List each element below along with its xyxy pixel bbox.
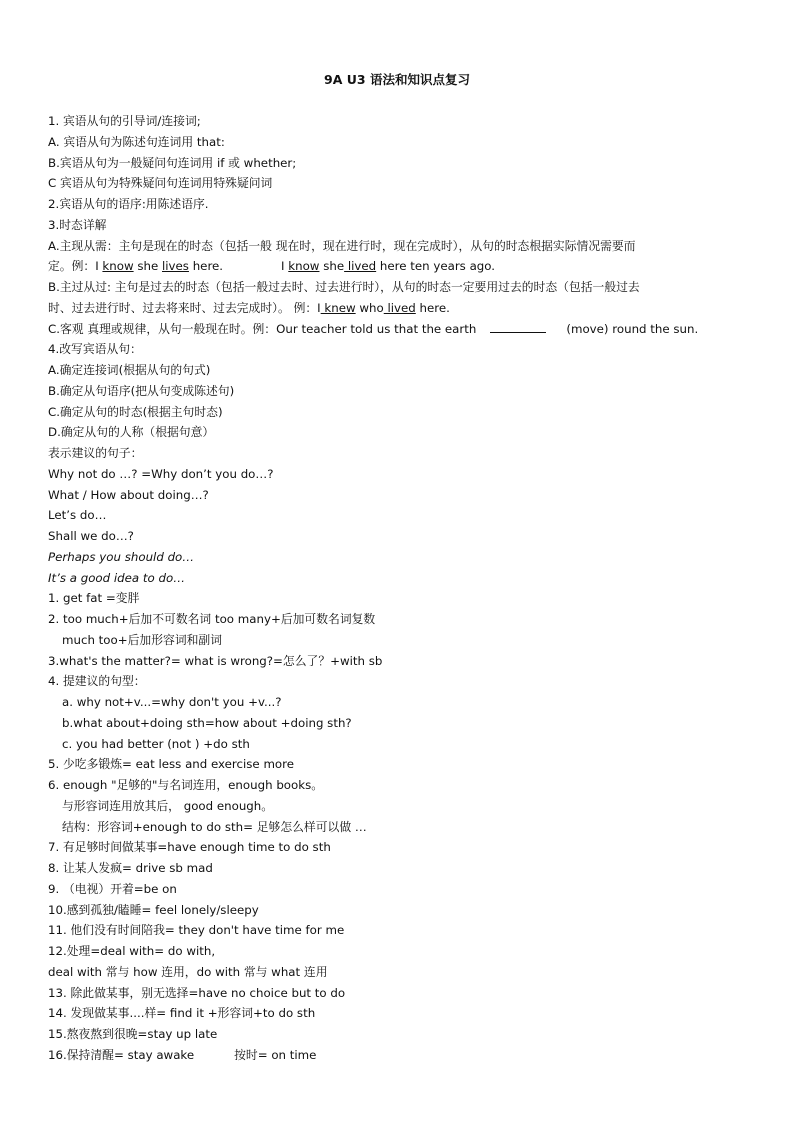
knowledge-6-sub-1: 与形容词连用放其后， good enough。 <box>62 798 274 813</box>
section-4-item-d: D.确定从句的人称（根据句意） <box>48 425 215 440</box>
text: C.客观 真理或规律，从句一般现在时。例：Our teacher told us that the earth <box>48 321 477 336</box>
text: here. <box>188 259 224 274</box>
suggestion-3: Let’s do… <box>48 508 107 523</box>
text: 定。例：I <box>48 259 103 274</box>
text: she <box>133 259 162 274</box>
knowledge-7: 7. 有足够时间做某事=have enough time to do sth <box>48 840 331 855</box>
suggestion-4: Shall we do…? <box>48 529 134 543</box>
text: 时、过去进行时、过去将来时、过去完成时）。 例：I <box>48 300 321 315</box>
knowledge-6-sub-2: 结构：形容词+enough to do sth= 足够怎么样可以做 … <box>62 819 367 834</box>
knowledge-15: 15.熬夜熬到很晚=stay up late <box>48 1027 218 1041</box>
knowledge-3: 3.what's the matter?= what is wrong?=怎么了？+with sb <box>48 653 383 668</box>
section-1-item-c: C 宾语从句为特殊疑问句连词用特殊疑问词 <box>48 176 273 191</box>
knowledge-4-a: a. why not+v...=why don't you +v...? <box>62 695 282 709</box>
suggestion-1: Why not do …? =Why don’t you do…? <box>48 466 274 481</box>
knowledge-5: 5. 少吃多锻炼= eat less and exercise more <box>48 757 295 772</box>
text: (move) round the sun. <box>566 321 699 336</box>
underlined-word: know <box>288 259 320 274</box>
underlined-word: knew <box>320 300 356 315</box>
knowledge-12-sub: deal with 常与 how 连用，do with 常与 what 连用 <box>48 964 328 979</box>
knowledge-10: 10.感到孤独/瞌睡= feel lonely/sleepy <box>48 902 259 917</box>
text: here ten years ago. <box>376 259 496 274</box>
fill-in-blank[interactable] <box>490 320 546 333</box>
section-1-item-b: B.宾语从句为一般疑问句连词用 if 或 whether; <box>48 155 297 170</box>
section-3-item-c <box>48 319 753 340</box>
knowledge-8: 8. 让某人发疯= drive sb mad <box>48 861 213 875</box>
section-3-item-b-line1: B.主过从过: 主句是过去的时态（包括一般过去时、过去进行时），从句的时态一定要用过去的时态（包括一般过去 <box>48 280 640 294</box>
knowledge-2-sub: much too+后加形容词和副词 <box>62 632 223 647</box>
page-title: 9A U3 语法和知识点复习 <box>324 72 470 87</box>
section-2-heading: 2.宾语从句的语序:用陈述语序. <box>48 197 209 211</box>
suggestion-5: Perhaps you should do… <box>48 549 195 564</box>
text: here. <box>415 300 450 315</box>
underlined-word: lived <box>383 300 416 315</box>
suggestion-heading: 表示建议的句子： <box>48 446 143 460</box>
suggestion-2: What / How about doing…? <box>48 487 209 502</box>
section-3-heading: 3.时态详解 <box>48 217 107 232</box>
knowledge-16 <box>48 1045 753 1066</box>
knowledge-1: 1. get fat =变胖 <box>48 591 140 606</box>
text: 16.保持清醒= stay awake <box>48 1047 195 1062</box>
text: I <box>281 259 289 274</box>
text: she <box>319 259 345 274</box>
knowledge-14: 14. 发现做某事....样= find it +形容词+to do sth <box>48 1006 316 1021</box>
section-3-item-b-line2 <box>48 298 753 319</box>
knowledge-13: 13. 除此做某事，别无选择=have no choice but to do <box>48 985 346 1000</box>
knowledge-4: 4. 提建议的句型： <box>48 674 146 689</box>
knowledge-9: 9. （电视）开着=be on <box>48 881 177 896</box>
section-4-item-c: C.确定从句的时态(根据主句时态) <box>48 404 223 419</box>
knowledge-4-b: b.what about+doing sth=how about +doing sth? <box>62 715 352 730</box>
knowledge-2: 2. too much+后加不可数名词 too many+后加可数名词复数 <box>48 612 376 626</box>
section-3-item-a-line2 <box>48 256 753 277</box>
section-4-item-a: A.确定连接词(根据从句的句式) <box>48 363 211 377</box>
underlined-word: lived <box>344 259 377 274</box>
knowledge-11: 11. 他们没有时间陪我= they don't have time for me <box>48 923 345 938</box>
knowledge-4-c: c. you had better (not ) +do sth <box>62 736 250 751</box>
knowledge-6: 6. enough "足够的"与名词连用，enough books。 <box>48 778 324 792</box>
suggestion-6: It’s a good idea to do… <box>48 570 185 585</box>
section-1-heading: 1. 宾语从句的引导词/连接词; <box>48 114 201 128</box>
section-4-heading: 4.改写宾语从句： <box>48 342 142 357</box>
underlined-word: know <box>102 259 134 274</box>
section-3-item-a-line1: A.主现从需：主句是现在的时态（包括一般 现在时，现在进行时，现在完成时），从句的时态根据实际情况需要而 <box>48 238 636 253</box>
section-4-item-b: B.确定从句语序(把从句变成陈述句) <box>48 383 235 398</box>
underlined-word: lives <box>162 259 189 274</box>
section-1-item-a: A. 宾语从句为陈述句连词用 that: <box>48 134 225 149</box>
text: who <box>355 300 384 315</box>
document-body <box>48 111 753 1066</box>
knowledge-12: 12.处理=deal with= do with, <box>48 944 216 958</box>
text: 按时= on time <box>234 1047 317 1062</box>
